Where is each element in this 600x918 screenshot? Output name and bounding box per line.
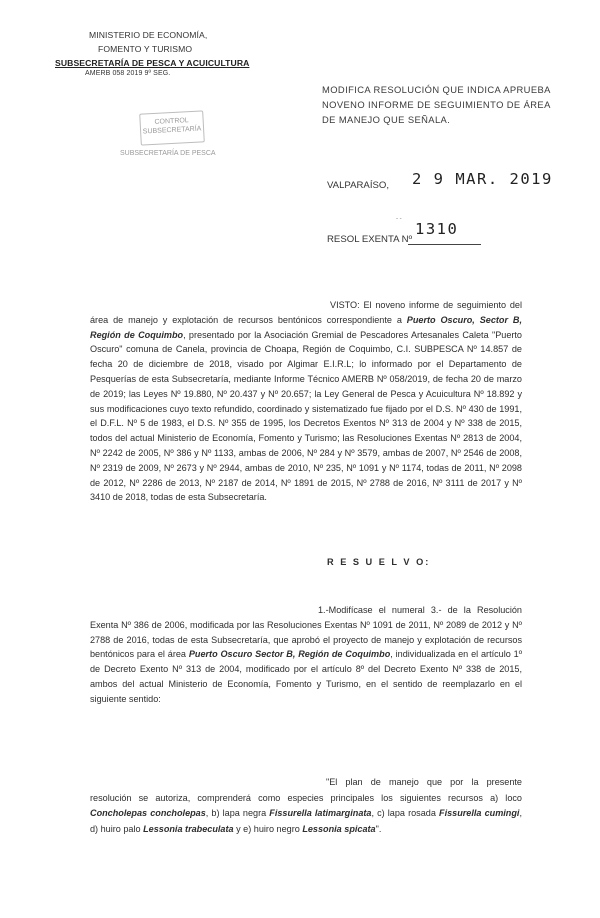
- visto-paragraph: [90, 298, 522, 505]
- quote-t3: , d) huiro palo: [90, 808, 522, 834]
- stamp-text-line2: SUBSECRETARÍA: [142, 125, 202, 136]
- ministry-name-line1: MINISTERIO DE ECONOMÍA,: [89, 30, 208, 40]
- resolution-date: 2 9 MAR. 2019: [412, 170, 553, 188]
- quote-intro: "El plan de manejo que por la presente resolución se autoriza, comprenderá como especies principales los siguientes recursos a) loco: [90, 777, 522, 803]
- resuelvo-item-1: [90, 603, 522, 707]
- quote-t2: , c) lapa rosada: [371, 808, 436, 818]
- resolution-number: 1310: [415, 220, 459, 238]
- resolution-subject: MODIFICA RESOLUCIÓN QUE INDICA APRUEBA NOVENO INFORME DE SEGUIMIENTO DE ÁREA DE MANEJO QUE SEÑALA.: [322, 84, 551, 125]
- visto-area-name: Puerto Oscuro, Sector B, Región de Coquimbo: [90, 314, 522, 340]
- reference-code: AMERB 058 2019 9º SEG.: [85, 70, 171, 77]
- ministry-name-line2: FOMENTO Y TURISMO: [98, 44, 193, 54]
- control-stamp: [139, 110, 205, 145]
- species-fissurella-latimarginata: Fissurella latimarginata: [269, 808, 372, 818]
- species-lessonia-trabeculata: Lessonia trabeculata: [143, 823, 234, 834]
- resuelvo-area-name: Puerto Oscuro Sector B, Región de Coquimbo: [188, 649, 391, 660]
- resuelvo-heading: R E S U E L V O:: [327, 557, 431, 567]
- quoted-paragraph: [90, 775, 522, 837]
- visto-text-b: , presentado por la Asociación Gremial de Pescadores Artesanales Caleta "Puerto Oscuro" comuna de Canela, provincia de Choapa, Región de Coquimbo, C.I. SUBPESCA Nº 14.857 de fecha 20 de diciembre de 2018, visado por Algimar E.I.R.L; lo informado por el Departamento de Pesquerías de esta Subsecretaría, mediante Informe Técnico AMERB Nº 058/2019, de fecha 20 de marzo de 2019; las Leyes Nº 19.880, Nº 20.437 y Nº 20.657; la Ley General de Pesca y Acuicultura Nº 18.892 y sus modificaciones cuyo texto refundido, coordinado y sistematizado fue fijado por el D.S. Nº 430 de 1991, el D.F.L. Nº 5 de 1983, el D.S. Nº 355 de 1995, los Decretos Exentos Nº 313 de 2004 y Nº 338 de 2015, todos del actual Ministerio de Economía, Fomento y Turismo; las Resoluciones Exentas Nº 2813 de 2004, Nº 2242 de 2005, Nº 386 y Nº 1133, ambas de 2006, Nº 284 y Nº 3579, ambas de 2007, Nº 2546 de 2008, Nº 2319 de 2009, Nº 2673 y Nº 2944, ambas de 2010, Nº 235, Nº 1091 y Nº 1174, todas de 2011, Nº 2098 de 2012, Nº 2286 de 2013, Nº 2187 de 2014, Nº 1891 de 2015, Nº 2788 de 2016, Nº 3111 de 2017 y Nº 3410 de 2018, todas de esta Subsecretaría.: [90, 329, 522, 503]
- visto-text-a: El noveno informe de seguimiento del área de manejo y explotación de recursos bentónicos correspondiente a: [90, 300, 522, 325]
- quote-t1: , b) lapa negra: [205, 808, 267, 818]
- species-lessonia-spicata: Lessonia spicata: [302, 823, 376, 834]
- resuelvo-text-b: , individualizada en el artículo 1º de Decreto Exento Nº 313 de 2004, modificado por el artículo 8º del Decreto Exento Nº 338 de 2015, ambos del actual Ministerio de Economía, Fomento y Turismo, en el sentido de reemplazarlo en el siguiente sentido:: [90, 649, 523, 704]
- place-label: VALPARAÍSO,: [327, 180, 390, 191]
- resolution-number-underline: [408, 244, 481, 245]
- quote-t4: y e) huiro negro: [233, 823, 300, 834]
- resolution-number-label: RESOL EXENTA Nº: [327, 234, 413, 245]
- number-mark: - -: [396, 216, 402, 222]
- species-fissurella-cumingi: Fissurella cumingi: [439, 808, 520, 818]
- quote-end: ".: [375, 823, 382, 834]
- subsecretaria-name: SUBSECRETARÍA DE PESCA Y ACUICULTURA: [55, 58, 250, 68]
- resuelvo-text-a: 1.-Modifícase el numeral 3.- de la Resolución Exenta Nº 386 de 2006, modificada por las Resoluciones Exentas Nº 1091 de 2011, Nº 2089 de 2012 y Nº 2788 de 2016, todas de esta Subsecretaría, que aprobó el proyecto de manejo y explotación de recursos bentónicos para el área: [90, 605, 522, 660]
- species-concholepas: Concholepas concholepas: [90, 808, 206, 818]
- visto-label: VISTO:: [330, 300, 360, 310]
- stamp-text-line1: CONTROL: [154, 117, 189, 126]
- stamp-caption: SUBSECRETARÍA DE PESCA: [120, 150, 216, 157]
